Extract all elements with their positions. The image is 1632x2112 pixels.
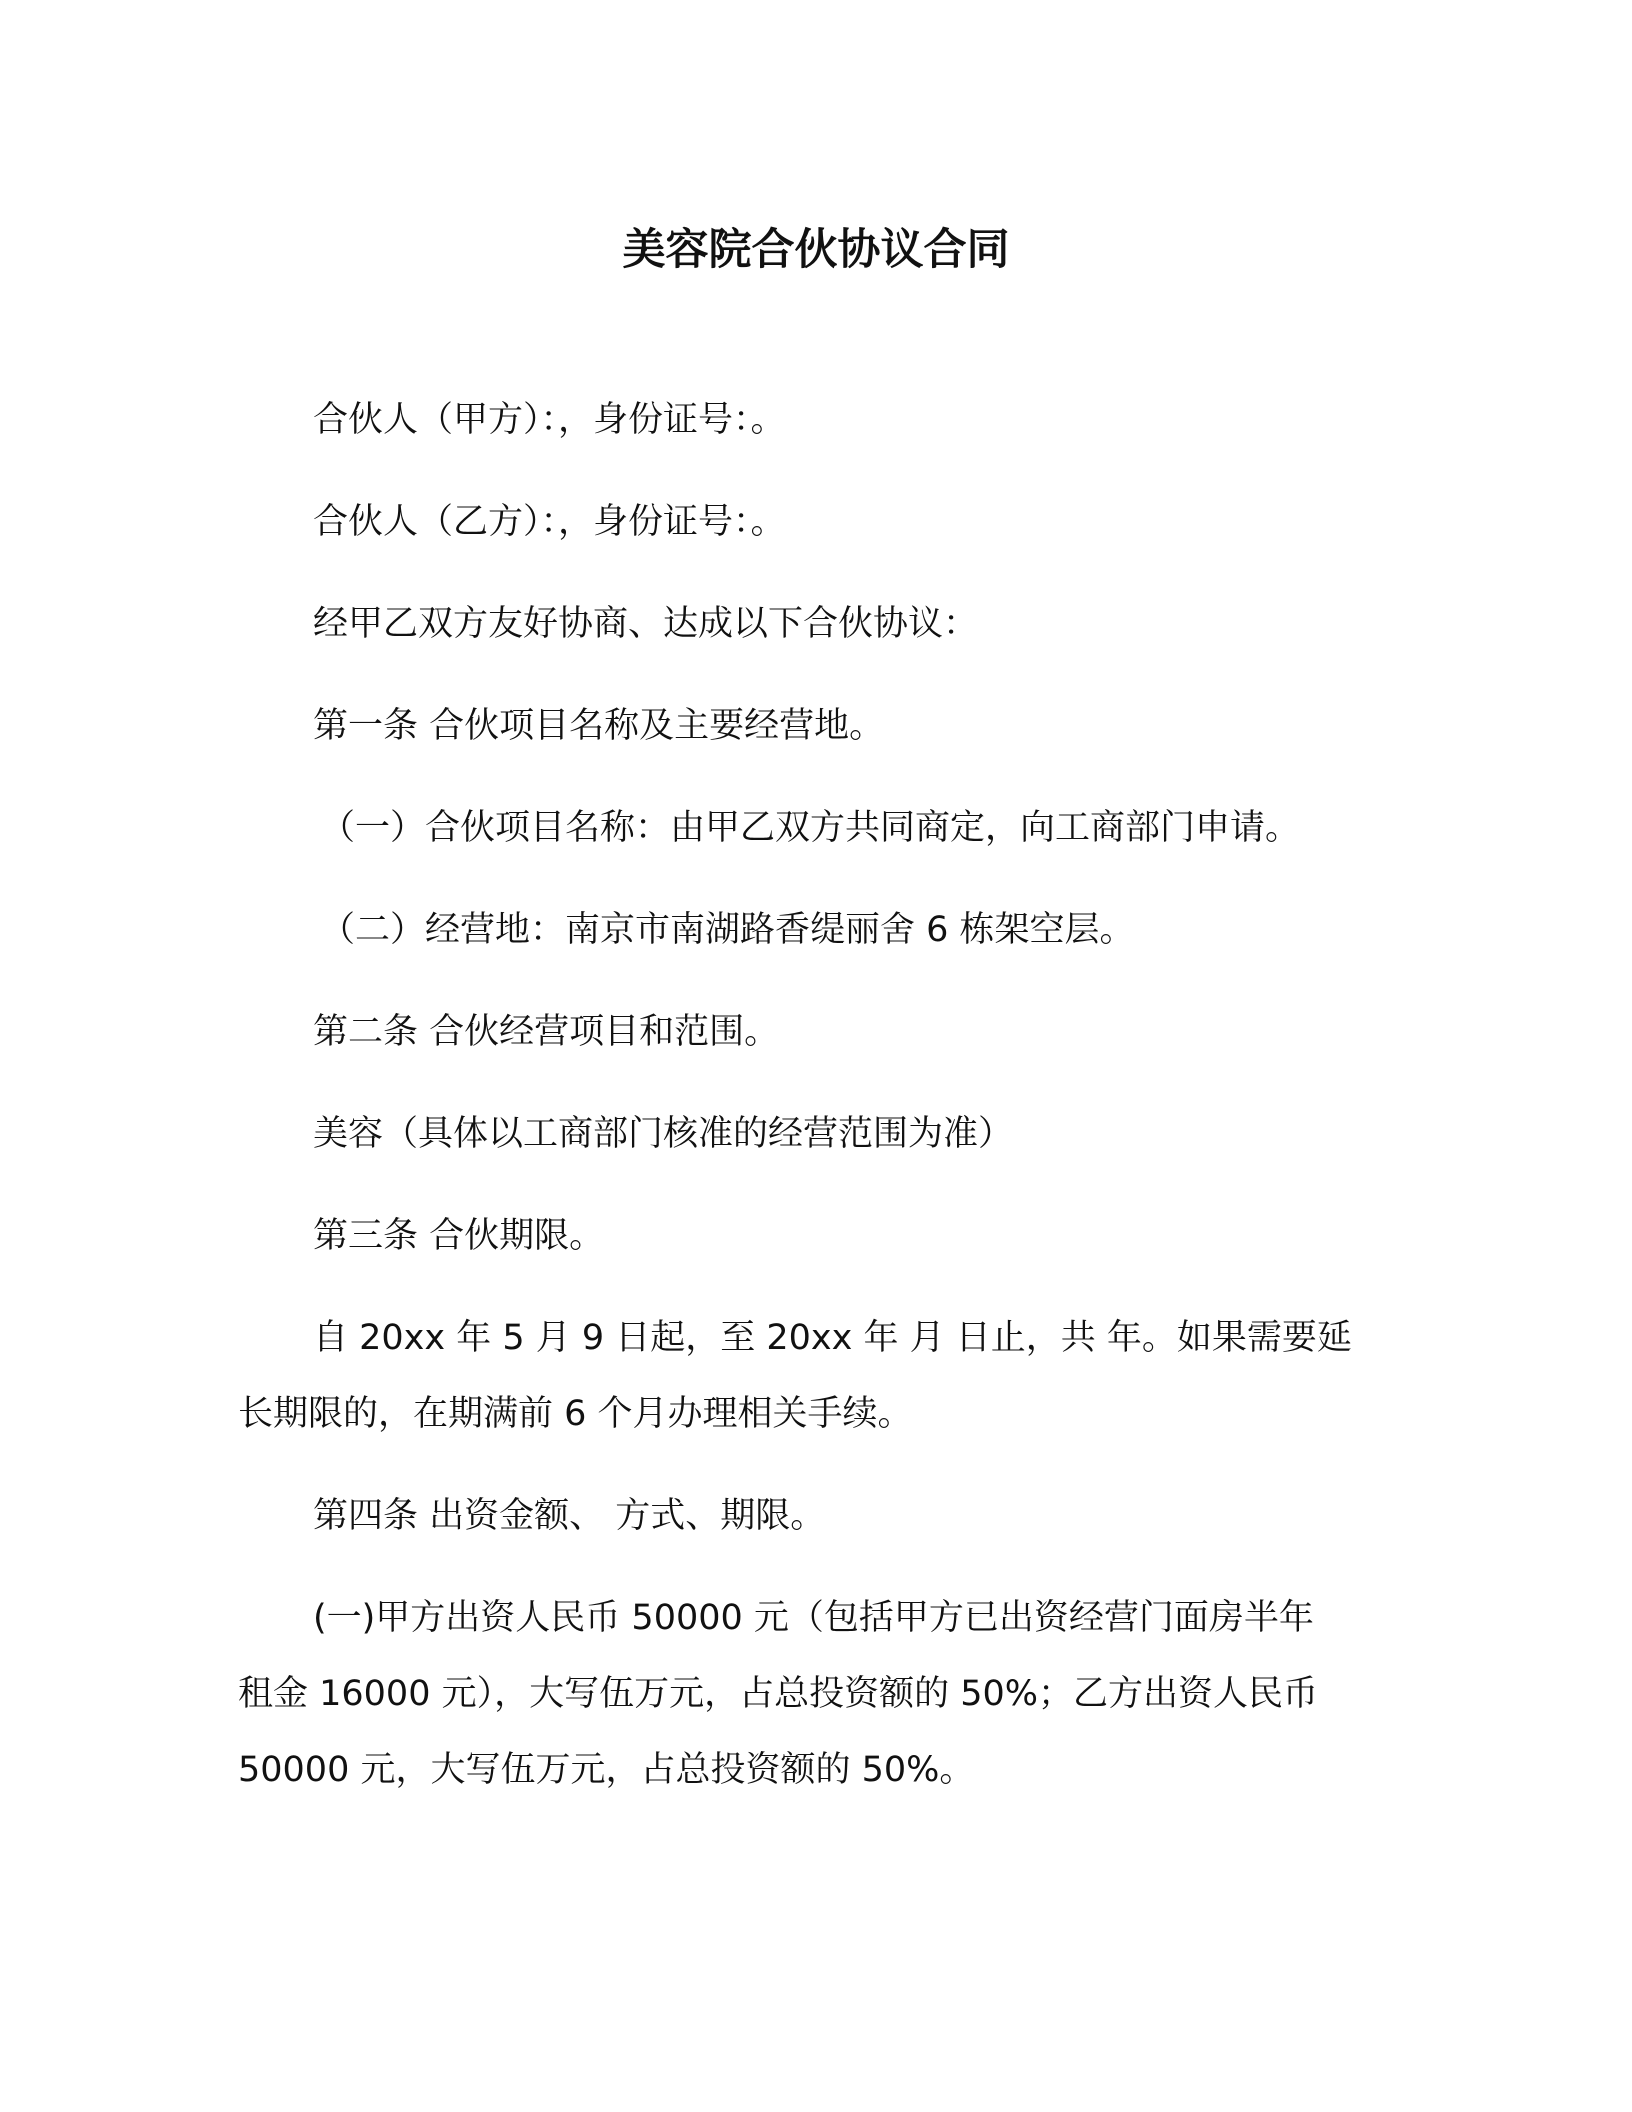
agreement-intro-line: 经甲乙双方友好协商、达成以下合伙协议：	[313, 604, 979, 644]
article-4-body-line-2: 租金 16000 元），大写伍万元，占总投资额的 50%；乙方出资人民币	[238, 1674, 1319, 1714]
article-3-body-line-1: 自 20xx 年 5 月 9 日起，至 20xx 年 月 日止，共 年。如果需要延	[313, 1318, 1352, 1358]
document-title: 美容院合伙协议合同	[622, 225, 1010, 275]
partner-a-line: 合伙人（甲方）：，身份证号：。	[313, 400, 786, 440]
article-4-body-line-1: (一)甲方出资人民币 50000 元（包括甲方已出资经营门面房半年	[313, 1598, 1314, 1638]
article-4-heading: 第四条 出资金额、 方式、期限。	[313, 1496, 826, 1536]
partner-b-line: 合伙人（乙方）：，身份证号：。	[313, 502, 786, 542]
article-2-body: 美容（具体以工商部门核准的经营范围为准）	[313, 1114, 1014, 1154]
article-2-heading: 第二条 合伙经营项目和范围。	[313, 1012, 780, 1052]
article-1-item-2: （二）经营地：南京市南湖路香缇丽舍 6 栋架空层。	[320, 910, 1135, 950]
article-1-item-1: （一）合伙项目名称：由甲乙双方共同商定，向工商部门申请。	[320, 808, 1301, 848]
article-3-heading: 第三条 合伙期限。	[313, 1216, 605, 1256]
article-4-body-line-3: 50000 元，大写伍万元，占总投资额的 50%。	[238, 1750, 975, 1790]
article-3-body-line-2: 长期限的，在期满前 6 个月办理相关手续。	[238, 1394, 913, 1434]
article-1-heading: 第一条 合伙项目名称及主要经营地。	[313, 706, 885, 746]
